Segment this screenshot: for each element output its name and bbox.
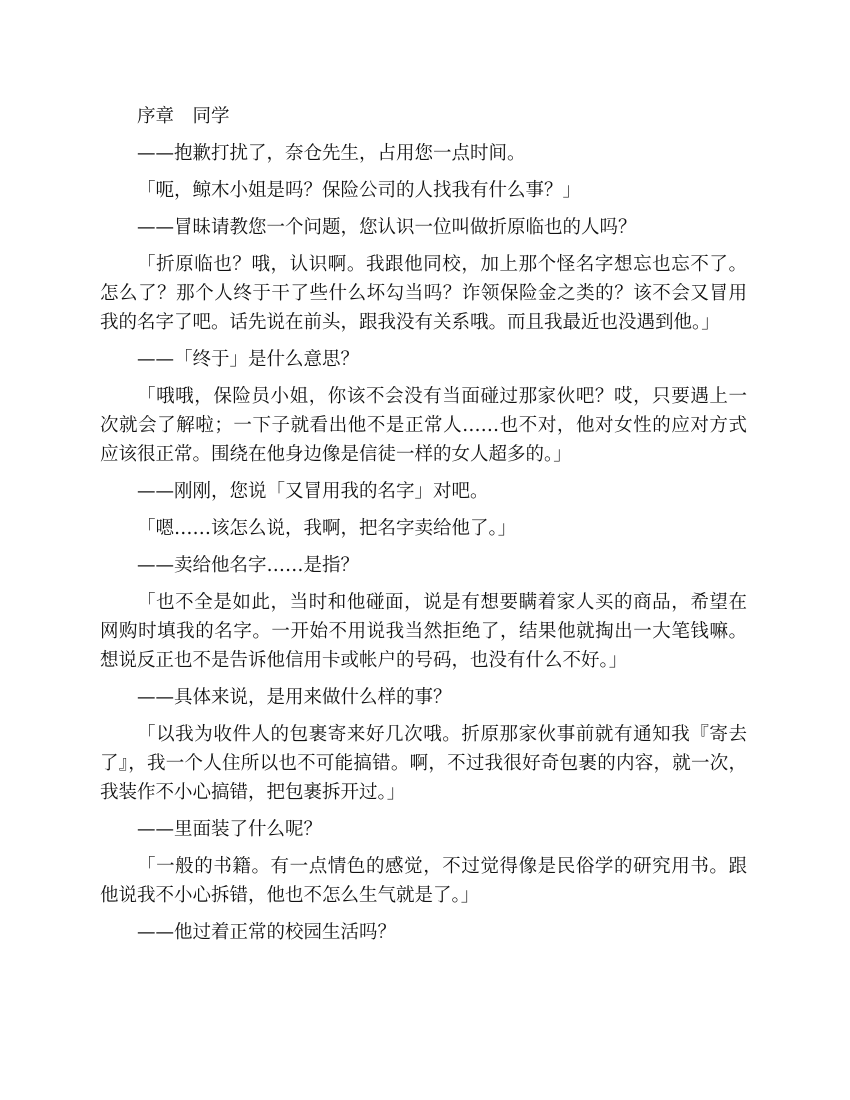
paragraph-1: ——抱歉打扰了，奈仓先生，占用您一点时间。 — [137, 143, 526, 164]
paragraph-6: 「哦哦，保险员小姐，你该不会没有当面碰过那家伙吧？哎，只要遇上一次就会了解啦；一下子就看出他不是正常人……也不对，他对女性的应对方式应该很正常。围绕在他身边像是信徒一样的女人超多的。」 — [100, 386, 747, 465]
chapter-title: 序章 同学 — [137, 106, 230, 127]
paragraph-3: ——冒昧请教您一个问题，您认识一位叫做折原临也的人吗？ — [137, 217, 637, 238]
document-page — [100, 102, 747, 955]
paragraph-15: ——他过着正常的校园生活吗？ — [137, 922, 397, 943]
paragraph-12: 「以我为收件人的包裹寄来好几次哦。折原那家伙事前就有通知我『寄去了』，我一个人住所以也不可能搞错。啊，不过我很好奇包裹的内容，就一次，我装作不小心搞错，把包裹拆开过。」 — [100, 724, 747, 803]
paragraph-8: 「嗯……该怎么说，我啊，把名字卖给他了。」 — [137, 518, 517, 539]
paragraph-2: 「呃，鲸木小姐是吗？保险公司的人找我有什么事？」 — [137, 180, 582, 201]
paragraph-14: 「一般的书籍。有一点情色的感觉，不过觉得像是民俗学的研究用书。跟他说我不小心拆错，他也不怎么生气就是了。」 — [100, 856, 747, 906]
paragraph-9: ——卖给他名字……是指？ — [137, 555, 360, 576]
paragraph-13: ——里面装了什么呢？ — [137, 819, 323, 840]
paragraph-7: ——刚刚，您说「又冒用我的名字」对吧。 — [137, 481, 489, 502]
paragraph-10: 「也不全是如此，当时和他碰面，说是有想要瞒着家人买的商品，希望在网购时填我的名字。一开始不用说我当然拒绝了，结果他就掏出一大笔钱嘛。想说反正也不是告诉他信用卡或帐户的号码，也没有什么不好。」 — [100, 592, 747, 671]
paragraph-4: 「折原临也？哦，认识啊。我跟他同校，加上那个怪名字想忘也忘不了。怎么了？那个人终于干了些什么坏勾当吗？诈领保险金之类的？该不会又冒用我的名字了吧。话先说在前头，跟我没有关系哦。而且我最近也没遇到他。」 — [100, 254, 747, 333]
paragraph-5: ——「终于」是什么意思？ — [137, 349, 360, 370]
paragraph-11: ——具体来说，是用来做什么样的事？ — [137, 687, 452, 708]
